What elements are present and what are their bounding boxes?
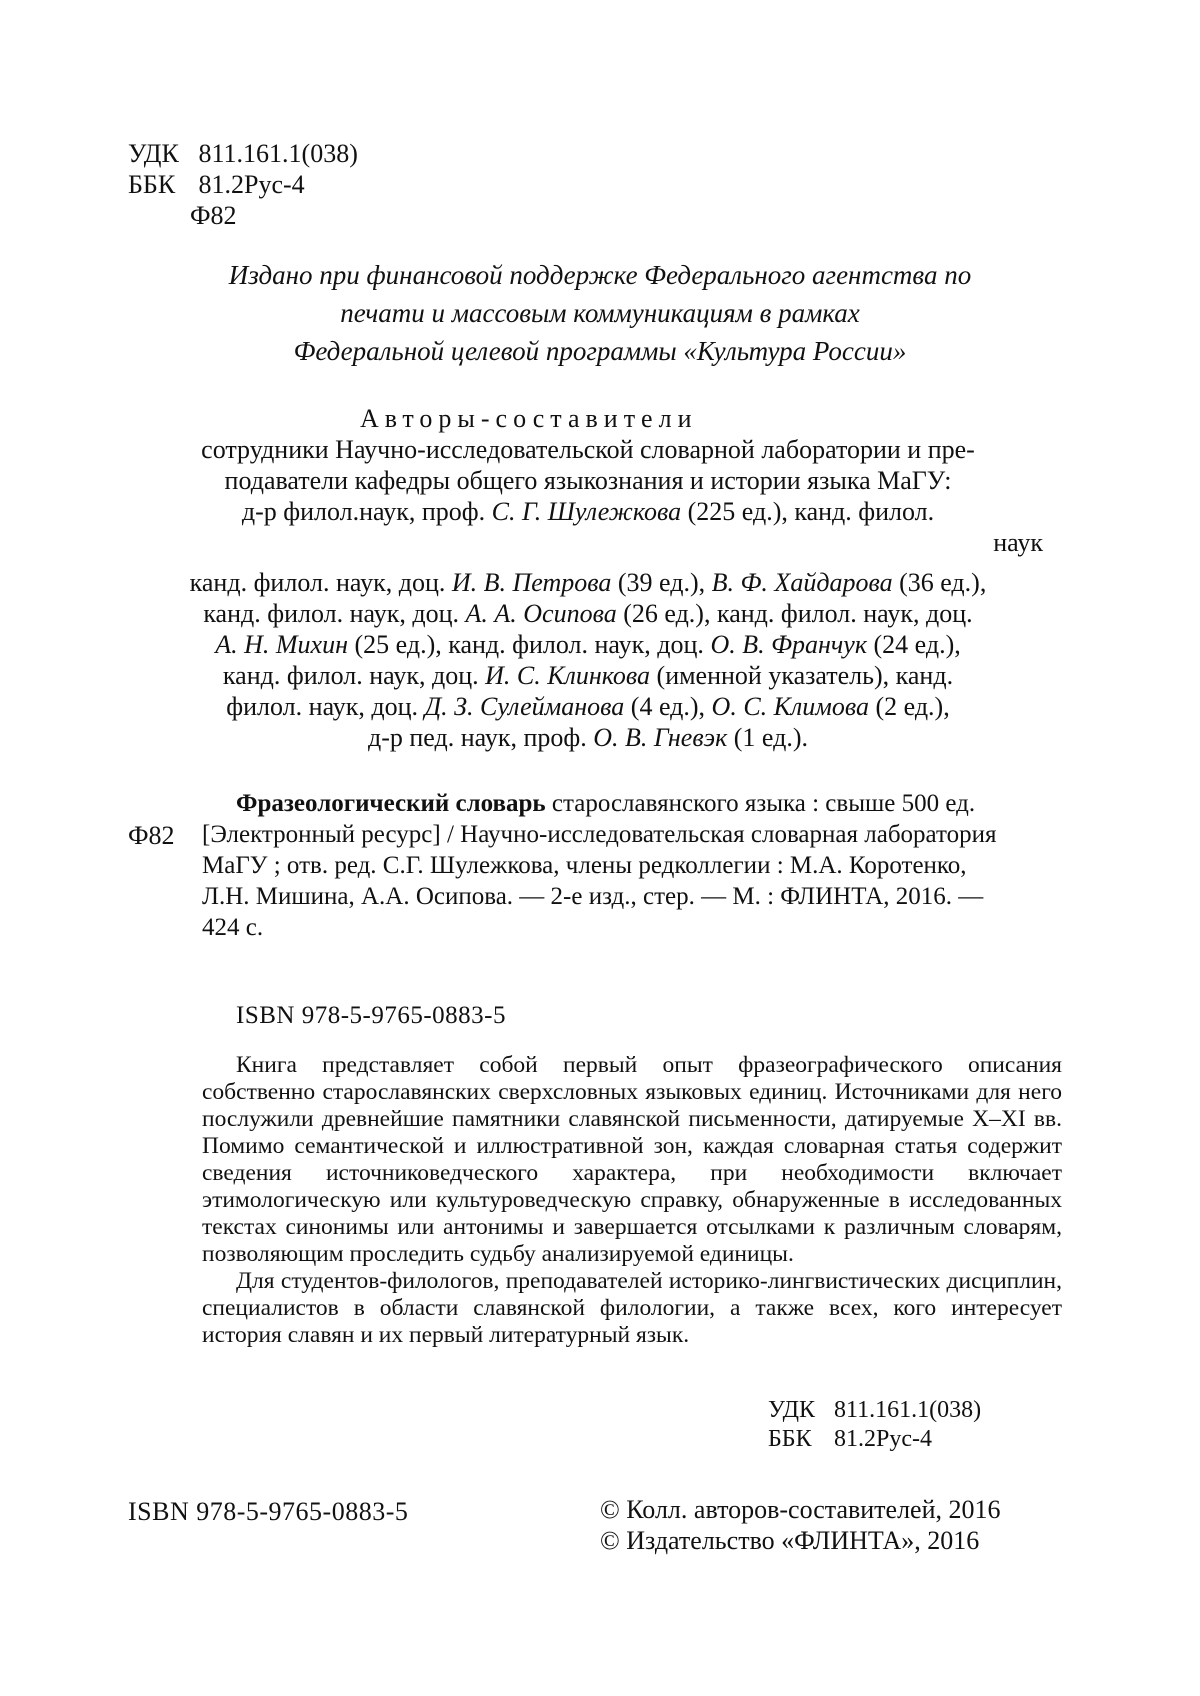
author-name: С. Г. Шулежкова [491,497,682,526]
author-name: В. Ф. Хайдарова [711,568,893,597]
authors-intro [128,434,1048,558]
author-details: (225 ед.), канд. филол. [687,497,935,526]
authors-line: наук [993,528,1043,557]
udk-value: 811.161.1(038) [834,1397,982,1423]
biblio-line [202,788,1052,819]
bbk-row [768,1425,981,1454]
annotation-paragraph: Для студентов-филологов, преподавателей историко-лингвистических дисциплин, специалистов в области славянской филологии, а также всех, кого интересует история славян и их первый литературный язык. [202,1268,1062,1348]
author-details: (25 ед.), канд. филол. наук, доц. [354,630,704,659]
authors-list [128,567,1048,753]
author-degree: филол. наук, доц. [226,692,419,721]
author-name: О. С. Климова [711,692,869,721]
authors-line [128,660,1048,691]
author-degree: канд. филол. наук, доц. [189,568,446,597]
support-line: Издано при финансовой поддержке Федерального агентства по [228,260,972,290]
copyright-line: © Колл. авторов-составителей, 2016 [600,1495,1001,1524]
authors-line [128,496,1048,527]
biblio-line: МаГУ ; отв. ред. С.Г. Шулежкова, члены редколлегии : М.А. Коротенко, [202,852,967,879]
author-details: (4 ед.), [630,692,706,721]
bbk-row [128,169,358,200]
author-mark: Ф82 [190,201,237,230]
author-details: (26 ед.), канд. филол. наук, доц. [623,599,973,628]
author-name: Д. З. Сулейманова [424,692,625,721]
book-subtitle: старославянского языка : свыше 500 ед. [551,790,976,817]
author-name: О. В. Гневэк [593,723,728,752]
support-line: Федеральной целевой программы «Культура России» [293,336,907,366]
author-details: (именной указатель), канд. [656,661,954,690]
authors-line [128,598,1048,629]
udk-row [768,1396,981,1425]
author-degree: канд. филол. наук, доц. [222,661,479,690]
annotation-paragraph: Книга представляет собой первый опыт фразеографического описания собственно старославянских сверхсловных языковых единиц. Источниками для него послужили древнейшие памятники славянской письменности, датируемые X–XI вв. Помимо семантической и иллюстративной зон, каждая словарная статья содержит сведения источниковедческого характера, при необходимости включает этимологическую или культуроведческую справку, обнаруженные в исследованных текстах синонимы или антонимы и завершается отсылками к различным словарям, позволяющим проследить судьбу анализируемой единицы. [202,1052,1062,1267]
bbk-label: ББК [128,170,176,199]
classification-top [128,138,358,231]
bbk-label: ББК [768,1426,812,1452]
author-details: (39 ед.), [617,568,706,597]
book-title: Фразеологический словарь [236,790,546,817]
biblio-mark: Ф82 [128,821,175,850]
bibliographic-entry [202,788,1052,943]
biblio-line: Л.Н. Мишина, А.А. Осипова. — 2-е изд., стер. — М. : ФЛИНТА, 2016. — [202,883,984,910]
bbk-value: 81.2Рус-4 [834,1426,932,1452]
udk-label: УДК [128,139,179,168]
authors-line [128,629,1048,660]
biblio-line: [Электронный ресурс] / Научно-исследовательская словарная лаборатория [202,821,997,848]
classification-bottom [768,1396,981,1454]
authors-line [128,567,1048,598]
author-degree: канд. филол. наук, доц. [203,599,460,628]
authors-heading: Авторы-составители [360,404,698,433]
support-notice [120,256,1080,370]
copyright-line: © Издательство «ФЛИНТА», 2016 [600,1526,980,1555]
authors-intro-line: сотрудники Научно-исследовательской словарной лаборатории и пре- [201,435,975,464]
author-details: (1 ед.). [733,723,809,752]
author-degree: д-р пед. наук, проф. [367,723,587,752]
author-details: (24 ед.), [873,630,961,659]
udk-label: УДК [768,1397,815,1423]
isbn-entry: ISBN 978-5-9765-0883-5 [236,1002,507,1029]
author-name: И. В. Петрова [451,568,612,597]
support-line: печати и массовым коммуникациям в рамках [340,298,860,328]
authors-intro-line: подаватели кафедры общего языкознания и истории языка МаГУ: [224,466,952,495]
author-mark-row [128,200,358,231]
author-name: О. В. Франчук [710,630,868,659]
udk-value: 811.161.1(038) [198,139,358,168]
bbk-value: 81.2Рус-4 [198,170,305,199]
author-name: А. А. Осипова [465,599,617,628]
udk-row [128,138,358,169]
authors-line [128,722,1048,753]
author-degree: д-р филол.наук, проф. [241,497,486,526]
author-name: А. Н. Михин [215,630,348,659]
author-name: И. С. Клинкова [485,661,651,690]
author-details: (2 ед.), [875,692,950,721]
isbn-footer: ISBN 978-5-9765-0883-5 [128,1497,409,1526]
copyright-block [600,1494,1001,1556]
biblio-line: 424 с. [202,914,264,941]
annotation [202,1052,1062,1349]
author-details: (36 ед.), [899,568,987,597]
authors-line [128,691,1048,722]
